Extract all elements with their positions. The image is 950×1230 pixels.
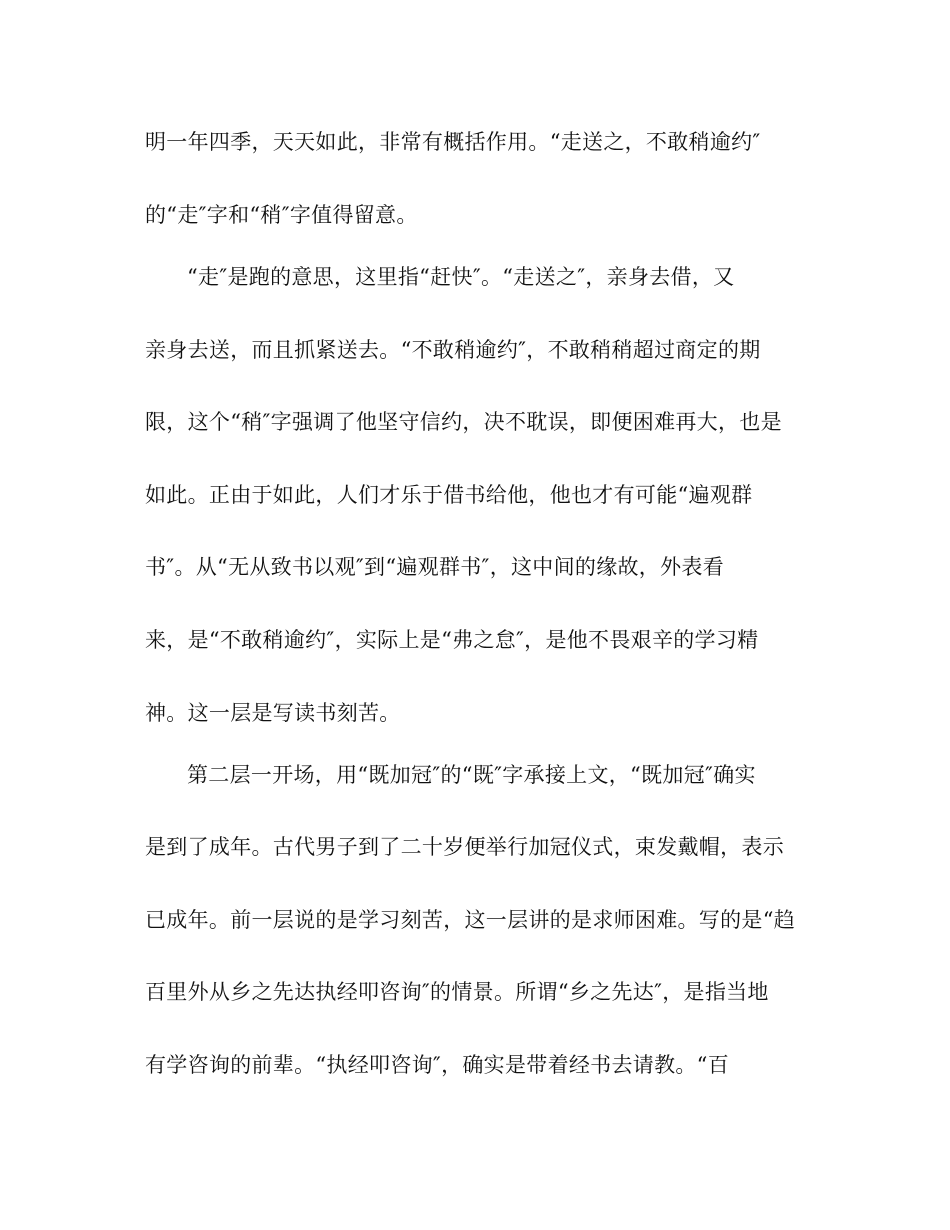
text-line: 神。这一层是写读书刻苦。 — [145, 701, 401, 725]
text-line: 的“走″字和“稍″字值得留意。 — [145, 203, 418, 227]
paragraph-start-line: 第二层一开场，用“既加冠″的“既″字承接上文，“既加冠″确实 — [187, 763, 756, 787]
text-line: 明一年四季，天天如此，非常有概括作用。“走送之，不敢稍逾约″ — [145, 130, 761, 154]
text-line: 限，这个“稍″字强调了他坚守信约，决不耽误，即便困难再大，也是 — [145, 410, 782, 434]
text-line: 亲身去送，而且抓紧送去。“不敢稍逾约″，不敢稍稍超过商定的期 — [145, 338, 761, 362]
text-line: 有学咨询的前辈。“执经叩咨询″，确实是带着经书去请教。“百 — [145, 1053, 730, 1077]
text-line: 已成年。前一层说的是学习刻苦，这一层讲的是求师困难。写的是“趋 — [145, 908, 796, 932]
text-line: 来，是“不敢稍逾约″，实际上是“弗之怠″，是他不畏艰辛的学习精 — [145, 628, 759, 652]
text-line: 是到了成年。古代男子到了二十岁便举行加冠仪式，束发戴帽，表示 — [145, 835, 784, 859]
paragraph-start-line: “走″是跑的意思，这里指“赶快″。“走送之″，亲身去借，又 — [187, 265, 735, 289]
text-line: 如此。正由于如此，人们才乐于借书给他，他也才有可能“遍观群 — [145, 483, 753, 507]
text-line: 百里外从乡之先达执经叩咨询″的情景。所谓“乡之先达″，是指当地 — [145, 980, 769, 1004]
text-line: 书″。从“无从致书以观″到“遍观群书″，这中间的缘故，外表看 — [145, 555, 725, 579]
